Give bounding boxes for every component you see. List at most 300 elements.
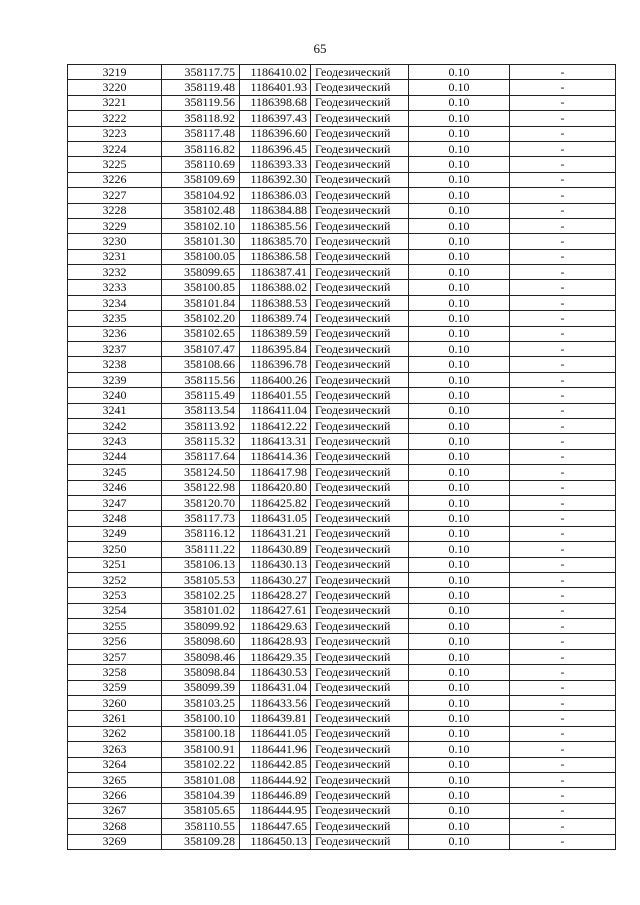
coordinate-x-cell: 358119.48 bbox=[162, 80, 240, 95]
note-cell: - bbox=[510, 634, 616, 649]
coordinate-y-cell: 1186396.60 bbox=[240, 126, 311, 141]
coordinate-y-cell: 1186393.33 bbox=[240, 157, 311, 172]
point-number-cell: 3221 bbox=[68, 95, 162, 110]
note-cell: - bbox=[510, 218, 616, 233]
table-row bbox=[68, 526, 616, 541]
point-number-cell: 3246 bbox=[68, 480, 162, 495]
method-cell: Геодезический bbox=[311, 265, 409, 280]
method-cell: Геодезический bbox=[311, 280, 409, 295]
table-row bbox=[68, 295, 616, 310]
method-cell: Геодезический bbox=[311, 726, 409, 741]
accuracy-cell: 0.10 bbox=[409, 434, 510, 449]
note-cell: - bbox=[510, 480, 616, 495]
coordinate-y-cell: 1186385.70 bbox=[240, 234, 311, 249]
point-number-cell: 3263 bbox=[68, 742, 162, 757]
coordinate-x-cell: 358102.20 bbox=[162, 311, 240, 326]
coordinate-y-cell: 1186431.21 bbox=[240, 526, 311, 541]
note-cell: - bbox=[510, 726, 616, 741]
coordinate-y-cell: 1186431.05 bbox=[240, 511, 311, 526]
accuracy-cell: 0.10 bbox=[409, 665, 510, 680]
coordinate-x-cell: 358103.25 bbox=[162, 696, 240, 711]
table-row bbox=[68, 357, 616, 372]
note-cell: - bbox=[510, 680, 616, 695]
coordinate-y-cell: 1186386.58 bbox=[240, 249, 311, 264]
accuracy-cell: 0.10 bbox=[409, 295, 510, 310]
method-cell: Геодезический bbox=[311, 326, 409, 341]
point-number-cell: 3241 bbox=[68, 403, 162, 418]
coordinate-y-cell: 1186389.74 bbox=[240, 311, 311, 326]
coordinate-y-cell: 1186442.85 bbox=[240, 757, 311, 772]
note-cell: - bbox=[510, 788, 616, 803]
table-row bbox=[68, 342, 616, 357]
coordinate-x-cell: 358100.91 bbox=[162, 742, 240, 757]
note-cell: - bbox=[510, 834, 616, 849]
coordinate-x-cell: 358102.65 bbox=[162, 326, 240, 341]
accuracy-cell: 0.10 bbox=[409, 649, 510, 664]
note-cell: - bbox=[510, 141, 616, 156]
table-row bbox=[68, 95, 616, 110]
point-number-cell: 3224 bbox=[68, 141, 162, 156]
point-number-cell: 3255 bbox=[68, 619, 162, 634]
note-cell: - bbox=[510, 449, 616, 464]
note-cell: - bbox=[510, 172, 616, 187]
table-row bbox=[68, 788, 616, 803]
table-row bbox=[68, 757, 616, 772]
coordinate-y-cell: 1186400.26 bbox=[240, 372, 311, 387]
method-cell: Геодезический bbox=[311, 357, 409, 372]
coordinate-x-cell: 358110.69 bbox=[162, 157, 240, 172]
table-row bbox=[68, 403, 616, 418]
point-number-cell: 3240 bbox=[68, 388, 162, 403]
coordinate-y-cell: 1186412.22 bbox=[240, 418, 311, 433]
coordinate-x-cell: 358109.28 bbox=[162, 834, 240, 849]
method-cell: Геодезический bbox=[311, 172, 409, 187]
note-cell: - bbox=[510, 234, 616, 249]
coordinate-x-cell: 358115.49 bbox=[162, 388, 240, 403]
point-number-cell: 3225 bbox=[68, 157, 162, 172]
accuracy-cell: 0.10 bbox=[409, 465, 510, 480]
coordinate-x-cell: 358102.48 bbox=[162, 203, 240, 218]
method-cell: Геодезический bbox=[311, 295, 409, 310]
method-cell: Геодезический bbox=[311, 372, 409, 387]
coordinate-x-cell: 358110.55 bbox=[162, 819, 240, 834]
coordinate-y-cell: 1186429.35 bbox=[240, 649, 311, 664]
table-row bbox=[68, 542, 616, 557]
point-number-cell: 3253 bbox=[68, 588, 162, 603]
coordinate-y-cell: 1186397.43 bbox=[240, 111, 311, 126]
coordinate-x-cell: 358107.47 bbox=[162, 342, 240, 357]
accuracy-cell: 0.10 bbox=[409, 141, 510, 156]
coordinate-y-cell: 1186387.41 bbox=[240, 265, 311, 280]
note-cell: - bbox=[510, 526, 616, 541]
accuracy-cell: 0.10 bbox=[409, 819, 510, 834]
note-cell: - bbox=[510, 249, 616, 264]
coordinate-x-cell: 358116.12 bbox=[162, 526, 240, 541]
coordinate-y-cell: 1186441.96 bbox=[240, 742, 311, 757]
coordinate-y-cell: 1186395.84 bbox=[240, 342, 311, 357]
accuracy-cell: 0.10 bbox=[409, 742, 510, 757]
table-row bbox=[68, 65, 616, 80]
table-row bbox=[68, 80, 616, 95]
point-number-cell: 3257 bbox=[68, 649, 162, 664]
accuracy-cell: 0.10 bbox=[409, 588, 510, 603]
method-cell: Геодезический bbox=[311, 249, 409, 264]
accuracy-cell: 0.10 bbox=[409, 449, 510, 464]
coordinate-y-cell: 1186420.80 bbox=[240, 480, 311, 495]
method-cell: Геодезический bbox=[311, 65, 409, 80]
table-row bbox=[68, 726, 616, 741]
coordinate-x-cell: 358099.92 bbox=[162, 619, 240, 634]
table-row bbox=[68, 711, 616, 726]
coordinate-y-cell: 1186401.55 bbox=[240, 388, 311, 403]
table-row bbox=[68, 680, 616, 695]
coordinate-x-cell: 358100.05 bbox=[162, 249, 240, 264]
accuracy-cell: 0.10 bbox=[409, 95, 510, 110]
note-cell: - bbox=[510, 619, 616, 634]
note-cell: - bbox=[510, 819, 616, 834]
point-number-cell: 3249 bbox=[68, 526, 162, 541]
method-cell: Геодезический bbox=[311, 434, 409, 449]
coordinate-x-cell: 358124.50 bbox=[162, 465, 240, 480]
table-row bbox=[68, 265, 616, 280]
note-cell: - bbox=[510, 757, 616, 772]
coordinate-x-cell: 358115.56 bbox=[162, 372, 240, 387]
accuracy-cell: 0.10 bbox=[409, 619, 510, 634]
table-row bbox=[68, 203, 616, 218]
accuracy-cell: 0.10 bbox=[409, 126, 510, 141]
coordinates-table bbox=[67, 64, 616, 850]
point-number-cell: 3219 bbox=[68, 65, 162, 80]
table-row bbox=[68, 449, 616, 464]
method-cell: Геодезический bbox=[311, 449, 409, 464]
coordinate-x-cell: 358105.65 bbox=[162, 803, 240, 818]
point-number-cell: 3268 bbox=[68, 819, 162, 834]
point-number-cell: 3261 bbox=[68, 711, 162, 726]
table-row bbox=[68, 249, 616, 264]
table-row bbox=[68, 141, 616, 156]
note-cell: - bbox=[510, 342, 616, 357]
point-number-cell: 3222 bbox=[68, 111, 162, 126]
point-number-cell: 3234 bbox=[68, 295, 162, 310]
point-number-cell: 3251 bbox=[68, 557, 162, 572]
coordinate-y-cell: 1186396.78 bbox=[240, 357, 311, 372]
point-number-cell: 3250 bbox=[68, 542, 162, 557]
method-cell: Геодезический bbox=[311, 111, 409, 126]
coordinate-x-cell: 358102.10 bbox=[162, 218, 240, 233]
method-cell: Геодезический bbox=[311, 557, 409, 572]
point-number-cell: 3232 bbox=[68, 265, 162, 280]
accuracy-cell: 0.10 bbox=[409, 172, 510, 187]
note-cell: - bbox=[510, 280, 616, 295]
accuracy-cell: 0.10 bbox=[409, 157, 510, 172]
coordinate-x-cell: 358113.92 bbox=[162, 418, 240, 433]
note-cell: - bbox=[510, 65, 616, 80]
table-row bbox=[68, 742, 616, 757]
table-row bbox=[68, 372, 616, 387]
point-number-cell: 3262 bbox=[68, 726, 162, 741]
coordinate-y-cell: 1186429.63 bbox=[240, 619, 311, 634]
accuracy-cell: 0.10 bbox=[409, 418, 510, 433]
method-cell: Геодезический bbox=[311, 203, 409, 218]
point-number-cell: 3226 bbox=[68, 172, 162, 187]
coordinate-x-cell: 358099.39 bbox=[162, 680, 240, 695]
point-number-cell: 3242 bbox=[68, 418, 162, 433]
coordinate-x-cell: 358111.22 bbox=[162, 542, 240, 557]
method-cell: Геодезический bbox=[311, 572, 409, 587]
coordinate-y-cell: 1186414.36 bbox=[240, 449, 311, 464]
note-cell: - bbox=[510, 295, 616, 310]
note-cell: - bbox=[510, 696, 616, 711]
accuracy-cell: 0.10 bbox=[409, 480, 510, 495]
coordinate-x-cell: 358115.32 bbox=[162, 434, 240, 449]
method-cell: Геодезический bbox=[311, 819, 409, 834]
point-number-cell: 3254 bbox=[68, 603, 162, 618]
method-cell: Геодезический bbox=[311, 495, 409, 510]
coordinate-x-cell: 358105.53 bbox=[162, 572, 240, 587]
coordinate-y-cell: 1186413.31 bbox=[240, 434, 311, 449]
note-cell: - bbox=[510, 649, 616, 664]
point-number-cell: 3265 bbox=[68, 772, 162, 787]
method-cell: Геодезический bbox=[311, 311, 409, 326]
method-cell: Геодезический bbox=[311, 772, 409, 787]
note-cell: - bbox=[510, 403, 616, 418]
method-cell: Геодезический bbox=[311, 680, 409, 695]
accuracy-cell: 0.10 bbox=[409, 203, 510, 218]
point-number-cell: 3228 bbox=[68, 203, 162, 218]
method-cell: Геодезический bbox=[311, 603, 409, 618]
note-cell: - bbox=[510, 372, 616, 387]
coordinate-y-cell: 1186389.59 bbox=[240, 326, 311, 341]
note-cell: - bbox=[510, 265, 616, 280]
accuracy-cell: 0.10 bbox=[409, 511, 510, 526]
note-cell: - bbox=[510, 80, 616, 95]
point-number-cell: 3220 bbox=[68, 80, 162, 95]
table-row bbox=[68, 111, 616, 126]
accuracy-cell: 0.10 bbox=[409, 403, 510, 418]
coordinates-table-body bbox=[68, 65, 616, 850]
accuracy-cell: 0.10 bbox=[409, 696, 510, 711]
point-number-cell: 3235 bbox=[68, 311, 162, 326]
point-number-cell: 3259 bbox=[68, 680, 162, 695]
coordinate-y-cell: 1186425.82 bbox=[240, 495, 311, 510]
method-cell: Геодезический bbox=[311, 803, 409, 818]
accuracy-cell: 0.10 bbox=[409, 249, 510, 264]
point-number-cell: 3256 bbox=[68, 634, 162, 649]
note-cell: - bbox=[510, 326, 616, 341]
point-number-cell: 3252 bbox=[68, 572, 162, 587]
coordinate-y-cell: 1186411.04 bbox=[240, 403, 311, 418]
coordinate-x-cell: 358100.18 bbox=[162, 726, 240, 741]
coordinate-x-cell: 358117.64 bbox=[162, 449, 240, 464]
note-cell: - bbox=[510, 434, 616, 449]
coordinate-x-cell: 358098.60 bbox=[162, 634, 240, 649]
coordinate-x-cell: 358116.82 bbox=[162, 141, 240, 156]
coordinate-x-cell: 358108.66 bbox=[162, 357, 240, 372]
accuracy-cell: 0.10 bbox=[409, 357, 510, 372]
accuracy-cell: 0.10 bbox=[409, 603, 510, 618]
table-row bbox=[68, 126, 616, 141]
note-cell: - bbox=[510, 588, 616, 603]
method-cell: Геодезический bbox=[311, 80, 409, 95]
method-cell: Геодезический bbox=[311, 234, 409, 249]
table-row bbox=[68, 311, 616, 326]
table-row bbox=[68, 157, 616, 172]
point-number-cell: 3266 bbox=[68, 788, 162, 803]
coordinate-y-cell: 1186386.03 bbox=[240, 188, 311, 203]
accuracy-cell: 0.10 bbox=[409, 557, 510, 572]
note-cell: - bbox=[510, 203, 616, 218]
coordinate-x-cell: 358109.69 bbox=[162, 172, 240, 187]
accuracy-cell: 0.10 bbox=[409, 803, 510, 818]
note-cell: - bbox=[510, 188, 616, 203]
method-cell: Геодезический bbox=[311, 526, 409, 541]
table-row bbox=[68, 572, 616, 587]
note-cell: - bbox=[510, 542, 616, 557]
table-row bbox=[68, 388, 616, 403]
table-row bbox=[68, 772, 616, 787]
accuracy-cell: 0.10 bbox=[409, 495, 510, 510]
note-cell: - bbox=[510, 572, 616, 587]
accuracy-cell: 0.10 bbox=[409, 726, 510, 741]
coordinate-x-cell: 358098.84 bbox=[162, 665, 240, 680]
method-cell: Геодезический bbox=[311, 788, 409, 803]
table-row bbox=[68, 218, 616, 233]
accuracy-cell: 0.10 bbox=[409, 572, 510, 587]
accuracy-cell: 0.10 bbox=[409, 834, 510, 849]
coordinate-y-cell: 1186396.45 bbox=[240, 141, 311, 156]
accuracy-cell: 0.10 bbox=[409, 342, 510, 357]
coordinate-y-cell: 1186430.89 bbox=[240, 542, 311, 557]
table-row bbox=[68, 588, 616, 603]
accuracy-cell: 0.10 bbox=[409, 788, 510, 803]
accuracy-cell: 0.10 bbox=[409, 757, 510, 772]
accuracy-cell: 0.10 bbox=[409, 711, 510, 726]
table-row bbox=[68, 634, 616, 649]
point-number-cell: 3227 bbox=[68, 188, 162, 203]
method-cell: Геодезический bbox=[311, 157, 409, 172]
table-row bbox=[68, 603, 616, 618]
note-cell: - bbox=[510, 95, 616, 110]
note-cell: - bbox=[510, 418, 616, 433]
coordinate-y-cell: 1186446.89 bbox=[240, 788, 311, 803]
method-cell: Геодезический bbox=[311, 634, 409, 649]
method-cell: Геодезический bbox=[311, 696, 409, 711]
table-row bbox=[68, 834, 616, 849]
coordinate-y-cell: 1186430.13 bbox=[240, 557, 311, 572]
coordinate-y-cell: 1186444.95 bbox=[240, 803, 311, 818]
coordinate-x-cell: 358119.56 bbox=[162, 95, 240, 110]
point-number-cell: 3230 bbox=[68, 234, 162, 249]
method-cell: Геодезический bbox=[311, 834, 409, 849]
table-row bbox=[68, 819, 616, 834]
table-row bbox=[68, 188, 616, 203]
coordinate-x-cell: 358113.54 bbox=[162, 403, 240, 418]
table-row bbox=[68, 234, 616, 249]
coordinate-y-cell: 1186428.93 bbox=[240, 634, 311, 649]
accuracy-cell: 0.10 bbox=[409, 526, 510, 541]
point-number-cell: 3260 bbox=[68, 696, 162, 711]
point-number-cell: 3248 bbox=[68, 511, 162, 526]
method-cell: Геодезический bbox=[311, 403, 409, 418]
table-row bbox=[68, 649, 616, 664]
method-cell: Геодезический bbox=[311, 188, 409, 203]
table-row bbox=[68, 326, 616, 341]
point-number-cell: 3243 bbox=[68, 434, 162, 449]
coordinate-y-cell: 1186410.02 bbox=[240, 65, 311, 80]
accuracy-cell: 0.10 bbox=[409, 234, 510, 249]
coordinate-x-cell: 358099.65 bbox=[162, 265, 240, 280]
coordinate-x-cell: 358106.13 bbox=[162, 557, 240, 572]
note-cell: - bbox=[510, 388, 616, 403]
coordinate-y-cell: 1186392.30 bbox=[240, 172, 311, 187]
coordinate-y-cell: 1186427.61 bbox=[240, 603, 311, 618]
accuracy-cell: 0.10 bbox=[409, 372, 510, 387]
coordinate-y-cell: 1186388.02 bbox=[240, 280, 311, 295]
table-row bbox=[68, 803, 616, 818]
point-number-cell: 3237 bbox=[68, 342, 162, 357]
accuracy-cell: 0.10 bbox=[409, 634, 510, 649]
table-row bbox=[68, 665, 616, 680]
method-cell: Геодезический bbox=[311, 665, 409, 680]
coordinate-y-cell: 1186447.65 bbox=[240, 819, 311, 834]
accuracy-cell: 0.10 bbox=[409, 265, 510, 280]
accuracy-cell: 0.10 bbox=[409, 680, 510, 695]
point-number-cell: 3229 bbox=[68, 218, 162, 233]
coordinate-x-cell: 358117.73 bbox=[162, 511, 240, 526]
point-number-cell: 3238 bbox=[68, 357, 162, 372]
coordinate-x-cell: 358101.08 bbox=[162, 772, 240, 787]
coordinate-y-cell: 1186441.05 bbox=[240, 726, 311, 741]
method-cell: Геодезический bbox=[311, 95, 409, 110]
point-number-cell: 3236 bbox=[68, 326, 162, 341]
point-number-cell: 3231 bbox=[68, 249, 162, 264]
accuracy-cell: 0.10 bbox=[409, 218, 510, 233]
method-cell: Геодезический bbox=[311, 511, 409, 526]
coordinate-x-cell: 358100.10 bbox=[162, 711, 240, 726]
table-row bbox=[68, 434, 616, 449]
coordinate-y-cell: 1186385.56 bbox=[240, 218, 311, 233]
coordinate-y-cell: 1186384.88 bbox=[240, 203, 311, 218]
method-cell: Геодезический bbox=[311, 757, 409, 772]
accuracy-cell: 0.10 bbox=[409, 326, 510, 341]
coordinate-x-cell: 358117.48 bbox=[162, 126, 240, 141]
note-cell: - bbox=[510, 465, 616, 480]
accuracy-cell: 0.10 bbox=[409, 280, 510, 295]
method-cell: Геодезический bbox=[311, 619, 409, 634]
note-cell: - bbox=[510, 111, 616, 126]
coordinate-x-cell: 358101.84 bbox=[162, 295, 240, 310]
note-cell: - bbox=[510, 311, 616, 326]
method-cell: Геодезический bbox=[311, 418, 409, 433]
note-cell: - bbox=[510, 126, 616, 141]
coordinate-x-cell: 358101.30 bbox=[162, 234, 240, 249]
table-row bbox=[68, 696, 616, 711]
coordinate-x-cell: 358120.70 bbox=[162, 495, 240, 510]
coordinate-x-cell: 358100.85 bbox=[162, 280, 240, 295]
method-cell: Геодезический bbox=[311, 542, 409, 557]
table-row bbox=[68, 172, 616, 187]
coordinate-x-cell: 358104.92 bbox=[162, 188, 240, 203]
note-cell: - bbox=[510, 711, 616, 726]
coordinate-y-cell: 1186431.04 bbox=[240, 680, 311, 695]
point-number-cell: 3233 bbox=[68, 280, 162, 295]
point-number-cell: 3264 bbox=[68, 757, 162, 772]
table-row bbox=[68, 480, 616, 495]
accuracy-cell: 0.10 bbox=[409, 388, 510, 403]
note-cell: - bbox=[510, 495, 616, 510]
accuracy-cell: 0.10 bbox=[409, 772, 510, 787]
coordinate-y-cell: 1186417.98 bbox=[240, 465, 311, 480]
